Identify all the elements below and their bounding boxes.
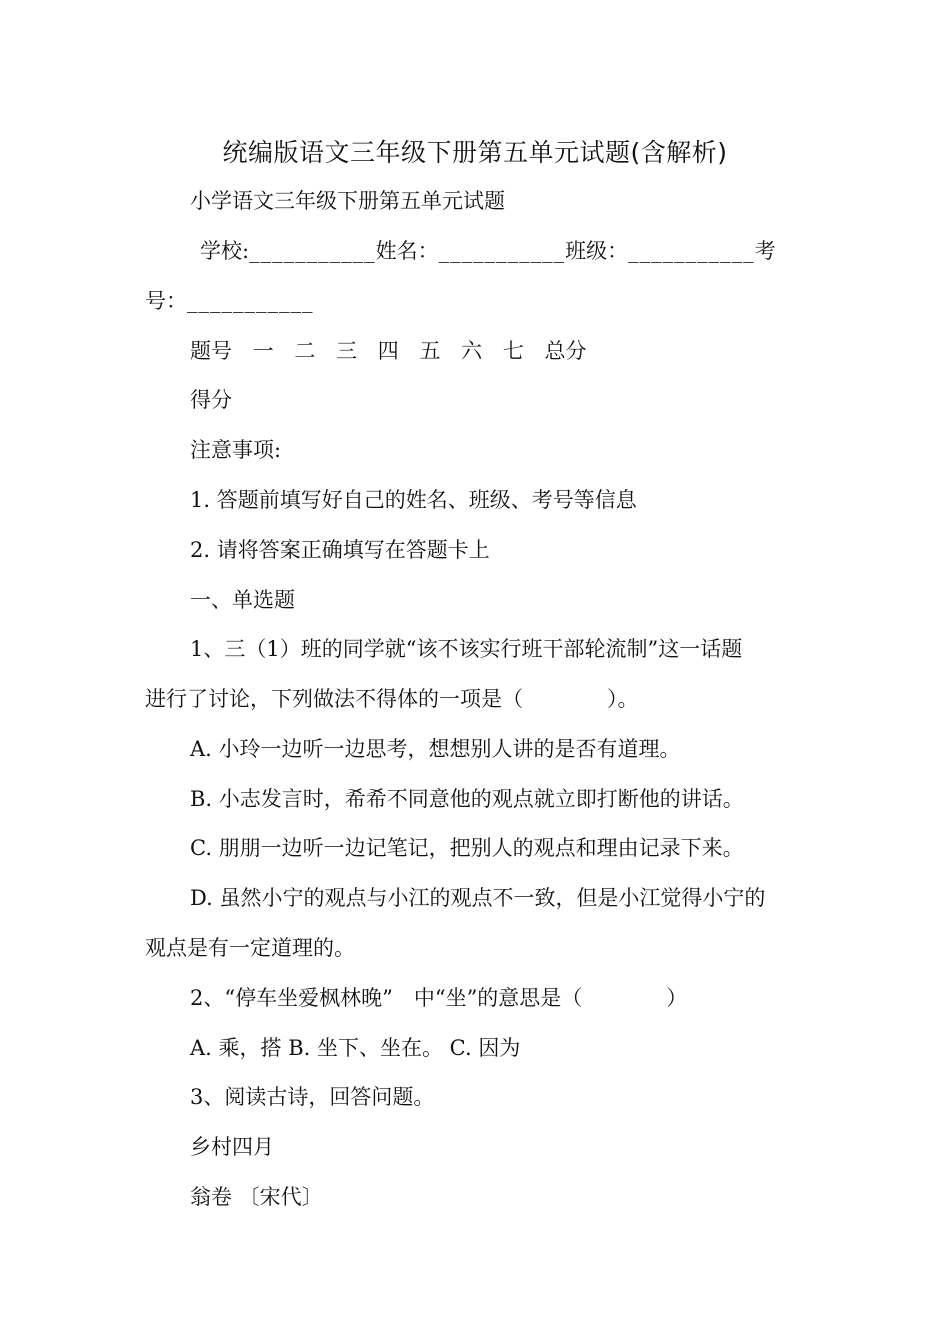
score-table-column: 一	[252, 339, 274, 363]
question-1-option-d-line-1: D. 虽然小宁的观点与小江的观点不一致，但是小江觉得小宁的	[190, 886, 766, 910]
school-blank: ___________	[249, 239, 376, 263]
question-3-stem: 3、阅读古诗，回答问题。	[190, 1085, 435, 1109]
exam-number-blank: ___________	[187, 289, 314, 313]
info-fields-row	[200, 236, 870, 266]
name-blank: ___________	[438, 239, 566, 263]
score-table-column: 五	[419, 339, 441, 363]
notes-item: 2. 请将答案正确填写在答题卡上	[190, 538, 490, 562]
document-subtitle: 小学语文三年级下册第五单元试题	[190, 189, 505, 213]
class-blank: ___________	[628, 239, 755, 263]
exam-number-row	[145, 286, 815, 316]
question-2-options: A. 乘，搭 B. 坐下、坐在。 C. 因为	[190, 1036, 521, 1060]
score-table-header-label: 题号	[190, 339, 232, 363]
score-label: 得分	[190, 388, 232, 412]
poem-title: 乡村四月	[190, 1135, 274, 1159]
exam-number-label-part1: 考	[754, 239, 776, 263]
question-1-option-c: C. 朋朋一边听一边记笔记，把别人的观点和理由记录下来。	[190, 836, 744, 860]
score-table-column: 三	[336, 339, 358, 363]
name-label: 姓名：	[375, 239, 439, 263]
exam-number-label-part2: 号：	[145, 289, 187, 313]
question-1-option-a: A. 小玲一边听一边思考，想想别人讲的是否有道理。	[190, 737, 681, 761]
score-table-column: 七	[502, 339, 524, 363]
poem-author: 翁卷 〔宋代〕	[190, 1185, 323, 1209]
class-label: 班级：	[565, 239, 629, 263]
section-heading: 一、单选题	[190, 588, 295, 612]
notes-item: 1. 答题前填写好自己的姓名、班级、考号等信息	[190, 488, 637, 512]
score-table-header	[190, 336, 860, 366]
question-1-line-2: 进行了讨论，下列做法不得体的一项是（ ）。	[145, 687, 639, 711]
score-table-column: 总分	[544, 339, 587, 363]
question-1-line-1: 1、三（1）班的同学就“该不该实行班干部轮流制”这一话题	[190, 637, 743, 661]
score-table-column: 二	[294, 339, 316, 363]
question-1-option-d-line-2: 观点是有一定道理的。	[145, 936, 355, 960]
question-1-option-b: B. 小志发言时，希希不同意他的观点就立即打断他的讲话。	[190, 787, 744, 811]
question-2-stem: 2、“停车坐爱枫林晚” 中“坐”的意思是（ ）	[190, 986, 688, 1010]
document-title: 统编版语文三年级下册第五单元试题(含解析)	[222, 138, 728, 167]
score-table-column: 四	[377, 339, 399, 363]
notes-heading: 注意事项:	[190, 438, 282, 462]
score-table-column: 六	[461, 339, 483, 363]
school-label: 学校:	[200, 239, 250, 263]
